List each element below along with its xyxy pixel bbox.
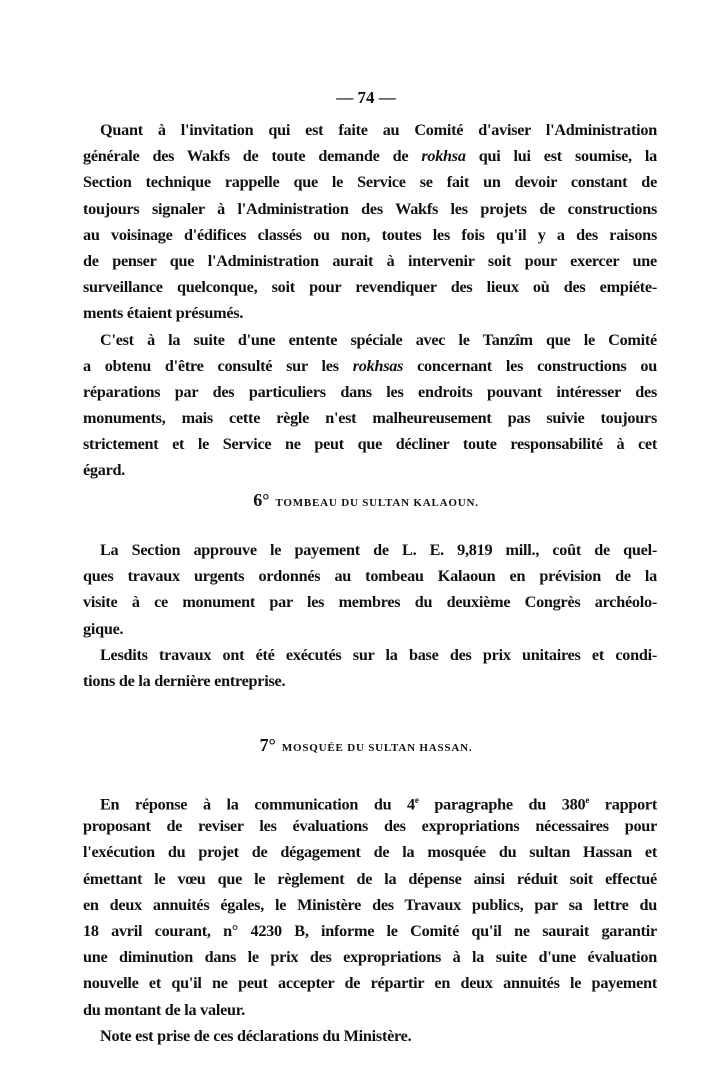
text-line: C'est à la suite d'une entente spéciale avec le Tanzîm que le Comité — [100, 330, 657, 349]
text-line: toujours signaler à l'Administration des Wakfs les projets de constructions — [83, 199, 657, 218]
text-block-kalaoun — [83, 537, 657, 694]
paragraph — [83, 537, 657, 642]
text-line: l'exécution du projet de dégagement de la mosquée du sultan Hassan et — [83, 843, 657, 862]
text-line: au voisinage d'édifices classés ou non, toutes les fois qu'il y a des raisons — [83, 225, 657, 244]
text-line: ments étaient présumés. — [83, 304, 244, 323]
text-line: ques travaux urgents ordonnés au tombeau Kalaoun en prévision de la — [83, 567, 657, 586]
text-line: gique. — [83, 619, 124, 638]
heading-title: TOMBEAU DU SULTAN KALAOUN. — [275, 497, 479, 509]
text-line: Lesdits travaux ont été exécutés sur la base des prix unitaires et condi- — [100, 645, 657, 664]
text-line: 18 avril courant, n° 4230 B, informe le Comité qu'il ne saurait garantir — [83, 921, 657, 940]
paragraph — [83, 642, 657, 694]
heading-number: 7° — [259, 735, 276, 755]
text-line: Section technique rappelle que le Service se fait un devoir constant de — [83, 173, 657, 192]
paragraph — [83, 327, 657, 484]
text-line: égard. — [83, 461, 126, 480]
text-line: strictement et le Service ne peut que décliner toute responsabilité à cet — [83, 435, 657, 454]
text-line: monuments, mais cette règle n'est malheureusement pas suivie toujours — [83, 409, 657, 428]
text-block-comite — [83, 117, 657, 484]
text-line: tions de la dernière entreprise. — [83, 671, 286, 690]
paragraph — [83, 117, 657, 327]
text-block-hassan — [83, 787, 657, 1049]
text-line: visite à ce monument par les membres du deuxième Congrès archéolo- — [83, 593, 657, 612]
text-line: a obtenu d'être consulté sur les rokhsas concernant les constructions ou — [83, 356, 657, 375]
text-line: Quant à l'invitation qui est faite au Comité d'aviser l'Administration — [100, 121, 657, 139]
text-line: en deux annuités égales, le Ministère des Travaux publics, par sa lettre du — [83, 895, 657, 914]
text-line: La Section approuve le payement de L. E. 9,819 mill., coût de quel- — [100, 541, 657, 559]
text-line: nouvelle et qu'il ne peut accepter de répartir en deux annuités le payement — [83, 974, 657, 993]
text-line: proposant de reviser les évaluations des expropriations nécessaires pour — [83, 817, 657, 836]
section-heading-6 — [0, 490, 720, 511]
text-line: de penser que l'Administration aurait à intervenir soit pour exercer une — [83, 251, 657, 270]
paragraph — [83, 1023, 657, 1049]
text-line: générale des Wakfs de toute demande de rokhsa qui lui est soumise, la — [83, 147, 657, 166]
text-line: réparations par des particuliers dans les endroits pouvant intéresser des — [83, 382, 657, 401]
text-line: émettant le vœu que le règlement de la dépense ainsi réduit soit effectué — [83, 869, 657, 888]
paragraph — [83, 787, 657, 1023]
heading-number: 6° — [253, 490, 270, 510]
text-line: surveillance quelconque, soit pour revendiquer des lieux où des empiéte- — [83, 278, 657, 297]
text-line: Note est prise de ces déclarations du Ministère. — [100, 1026, 412, 1045]
section-heading-7 — [0, 735, 720, 756]
text-line: du montant de la valeur. — [83, 1000, 246, 1019]
heading-title: MOSQUÉE DU SULTAN HASSAN. — [281, 742, 473, 754]
text-line: En réponse à la communication du 4e paragraphe du 380e rapport — [100, 795, 657, 814]
text-line: une diminution dans le prix des expropriations à la suite d'une évaluation — [83, 948, 657, 967]
page-number: — 74 — — [336, 88, 396, 107]
